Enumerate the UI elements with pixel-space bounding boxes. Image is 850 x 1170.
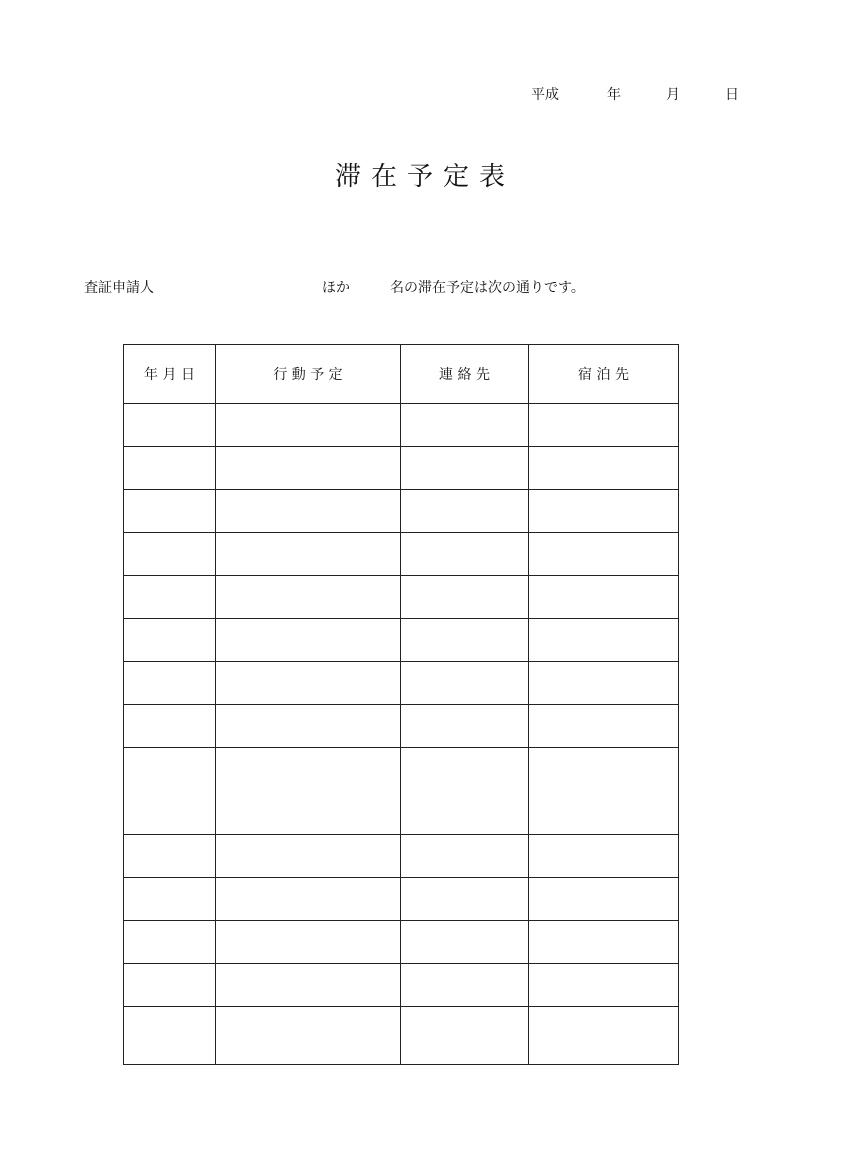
plan-cell[interactable] bbox=[216, 748, 401, 835]
applicant-others: ほか bbox=[322, 280, 350, 296]
date-month-label: 月 bbox=[666, 87, 680, 103]
date-cell[interactable] bbox=[124, 447, 216, 490]
contact-cell[interactable] bbox=[401, 576, 529, 619]
date-cell[interactable] bbox=[124, 1007, 216, 1065]
contact-cell[interactable] bbox=[401, 964, 529, 1007]
plan-cell[interactable] bbox=[216, 878, 401, 921]
contact-cell[interactable] bbox=[401, 835, 529, 878]
date-cell[interactable] bbox=[124, 921, 216, 964]
date-cell[interactable] bbox=[124, 748, 216, 835]
lodging-cell[interactable] bbox=[529, 576, 679, 619]
plan-cell[interactable] bbox=[216, 835, 401, 878]
date-cell[interactable] bbox=[124, 835, 216, 878]
contact-cell[interactable] bbox=[401, 533, 529, 576]
lodging-cell[interactable] bbox=[529, 404, 679, 447]
date-cell[interactable] bbox=[124, 490, 216, 533]
date-year-label: 年 bbox=[607, 87, 621, 103]
lodging-cell[interactable] bbox=[529, 921, 679, 964]
date-cell[interactable] bbox=[124, 705, 216, 748]
plan-cell[interactable] bbox=[216, 662, 401, 705]
table-row bbox=[124, 447, 679, 490]
header-plan: 行 動 予 定 bbox=[216, 345, 401, 404]
table-row bbox=[124, 748, 679, 835]
table-row bbox=[124, 835, 679, 878]
table-row bbox=[124, 1007, 679, 1065]
plan-cell[interactable] bbox=[216, 447, 401, 490]
lodging-cell[interactable] bbox=[529, 533, 679, 576]
contact-cell[interactable] bbox=[401, 490, 529, 533]
plan-cell[interactable] bbox=[216, 705, 401, 748]
header-contact: 連 絡 先 bbox=[401, 345, 529, 404]
date-cell[interactable] bbox=[124, 533, 216, 576]
contact-cell[interactable] bbox=[401, 447, 529, 490]
table-row bbox=[124, 619, 679, 662]
date-day-label: 日 bbox=[725, 87, 739, 103]
lodging-cell[interactable] bbox=[529, 964, 679, 1007]
contact-cell[interactable] bbox=[401, 878, 529, 921]
date-cell[interactable] bbox=[124, 878, 216, 921]
table-row bbox=[124, 878, 679, 921]
lodging-cell[interactable] bbox=[529, 662, 679, 705]
plan-cell[interactable] bbox=[216, 964, 401, 1007]
table-row bbox=[124, 662, 679, 705]
table-row bbox=[124, 705, 679, 748]
table-row bbox=[124, 921, 679, 964]
contact-cell[interactable] bbox=[401, 404, 529, 447]
date-cell[interactable] bbox=[124, 619, 216, 662]
contact-cell[interactable] bbox=[401, 662, 529, 705]
plan-cell[interactable] bbox=[216, 921, 401, 964]
date-cell[interactable] bbox=[124, 404, 216, 447]
lodging-cell[interactable] bbox=[529, 490, 679, 533]
contact-cell[interactable] bbox=[401, 748, 529, 835]
plan-cell[interactable] bbox=[216, 404, 401, 447]
lodging-cell[interactable] bbox=[529, 447, 679, 490]
plan-cell[interactable] bbox=[216, 533, 401, 576]
schedule-table bbox=[123, 344, 679, 1065]
lodging-cell[interactable] bbox=[529, 835, 679, 878]
plan-cell[interactable] bbox=[216, 490, 401, 533]
table-header-row bbox=[124, 345, 679, 404]
contact-cell[interactable] bbox=[401, 1007, 529, 1065]
lodging-cell[interactable] bbox=[529, 705, 679, 748]
lodging-cell[interactable] bbox=[529, 878, 679, 921]
lodging-cell[interactable] bbox=[529, 748, 679, 835]
date-cell[interactable] bbox=[124, 964, 216, 1007]
lodging-cell[interactable] bbox=[529, 1007, 679, 1065]
contact-cell[interactable] bbox=[401, 921, 529, 964]
lodging-cell[interactable] bbox=[529, 619, 679, 662]
date-cell[interactable] bbox=[124, 662, 216, 705]
page-title: 滞在予定表 bbox=[334, 162, 515, 192]
plan-cell[interactable] bbox=[216, 619, 401, 662]
table-row bbox=[124, 490, 679, 533]
plan-cell[interactable] bbox=[216, 1007, 401, 1065]
contact-cell[interactable] bbox=[401, 705, 529, 748]
applicant-label: 査証申請人 bbox=[84, 280, 154, 296]
table-row bbox=[124, 533, 679, 576]
table-row bbox=[124, 576, 679, 619]
date-era: 平成 bbox=[531, 87, 559, 103]
date-cell[interactable] bbox=[124, 576, 216, 619]
header-lodging: 宿 泊 先 bbox=[529, 345, 679, 404]
table-body bbox=[124, 404, 679, 1065]
plan-cell[interactable] bbox=[216, 576, 401, 619]
table-row bbox=[124, 964, 679, 1007]
applicant-suffix: 名の滞在予定は次の通りです。 bbox=[390, 280, 585, 296]
table-row bbox=[124, 404, 679, 447]
contact-cell[interactable] bbox=[401, 619, 529, 662]
header-date: 年 月 日 bbox=[124, 345, 216, 404]
